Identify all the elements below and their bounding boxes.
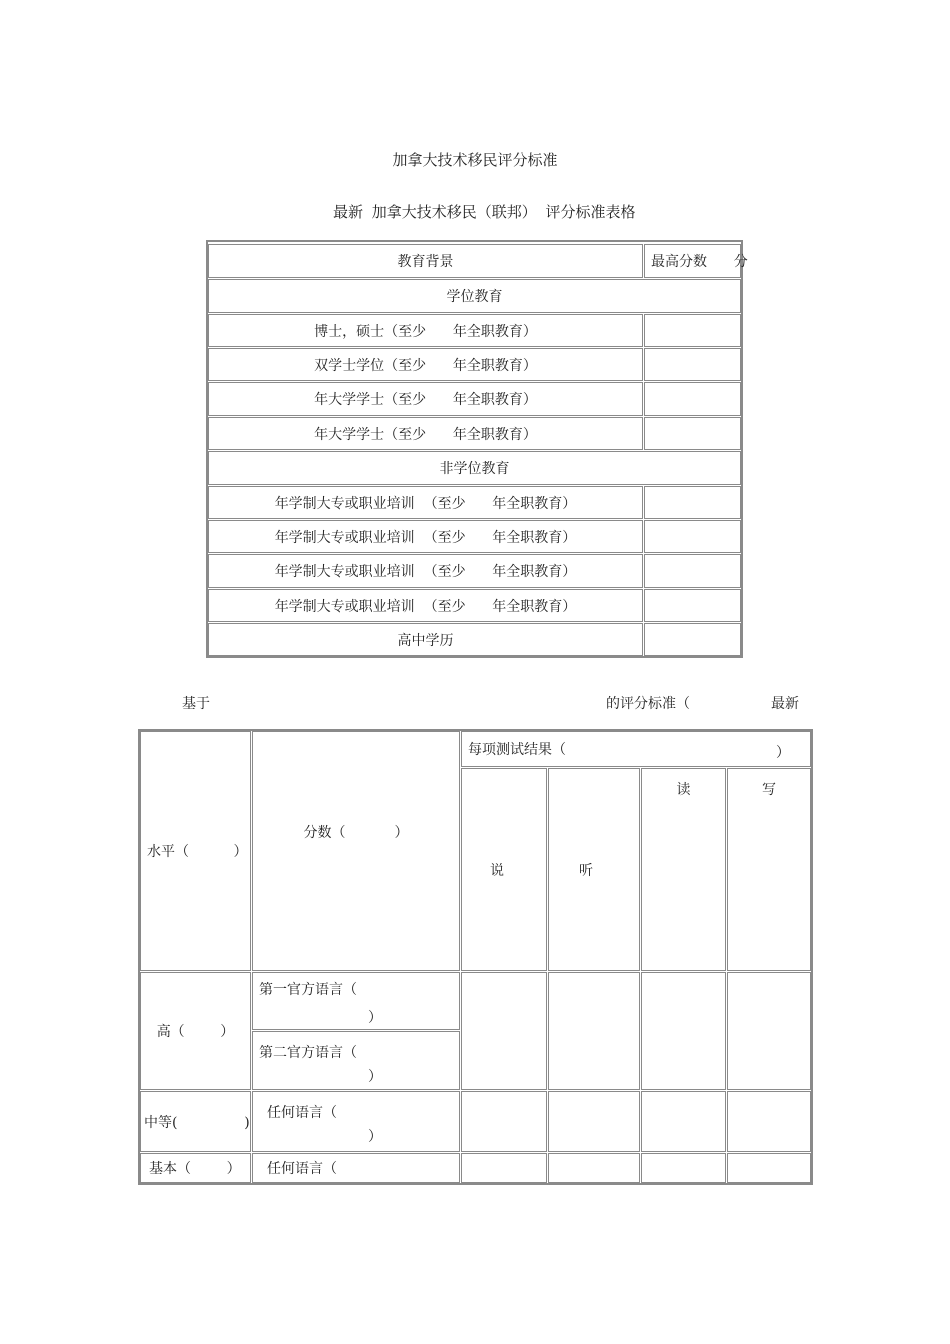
max-score-label: 最高分数 分: [651, 254, 748, 270]
score-header-label: 分数（ ）: [303, 825, 409, 841]
score-cell: [461, 1153, 547, 1183]
score-cell: [644, 554, 741, 588]
lang-intro-left: 基于: [182, 696, 210, 712]
row-label: 年大学学士（至少 年全职教育）: [314, 392, 537, 408]
education-table: [206, 240, 748, 658]
row-label: 年学制大专或职业培训 （至少 年全职教育）: [274, 564, 577, 580]
level-header-label: 水平（ ）: [147, 844, 248, 860]
score-cell: [644, 520, 741, 553]
table-row: [208, 314, 643, 347]
any-language-close: ）: [368, 1129, 382, 1145]
row-label: 年学制大专或职业培训 （至少 年全职教育）: [274, 529, 577, 546]
speak-header-cell: [461, 768, 547, 971]
document-subtitle: 最新 加拿大技术移民（联邦） 评分标准表格: [333, 203, 636, 221]
write-header-cell: [727, 768, 811, 971]
table-row: [208, 554, 643, 588]
score-cell: [727, 972, 811, 1090]
score-cell: [644, 623, 741, 656]
high-level-cell: [140, 972, 251, 1090]
language-table: [138, 729, 813, 1185]
score-cell: [727, 1153, 811, 1183]
max-score-header-cell: [644, 244, 748, 278]
table-row: [208, 589, 643, 622]
score-cell: [644, 314, 741, 347]
second-language-cell: [252, 1031, 460, 1090]
nondegree-section-label: 非学位教育: [439, 461, 510, 477]
any-language-cell: [252, 1091, 460, 1152]
row-label: 年学制大专或职业培训 （至少 年全职教育）: [274, 495, 577, 512]
result-header-label: 每项测试结果（: [468, 742, 566, 758]
medium-level-cell: [140, 1091, 251, 1152]
row-label: 双学士学位（至少 年全职教育）: [314, 357, 537, 374]
any-language-label: 任何语言（: [267, 1105, 337, 1121]
basic-level-cell: [140, 1153, 251, 1183]
medium-level-label: 中等( ): [144, 1114, 250, 1131]
second-language-label: 第二官方语言（: [259, 1045, 357, 1061]
score-cell: [548, 1153, 640, 1183]
first-language-cell: [252, 972, 460, 1030]
second-language-close: ）: [368, 1069, 382, 1085]
table-row: [208, 417, 643, 450]
score-cell: [644, 589, 741, 622]
listen-header-cell: [548, 768, 640, 971]
basic-level-label: 基本（ ）: [149, 1161, 241, 1177]
score-header-cell: [252, 731, 460, 971]
listen-label: 听: [579, 862, 593, 879]
score-cell: [461, 972, 547, 1090]
row-label: 博士，硕士（至少 年全职教育）: [314, 323, 537, 340]
any-language-cell-basic: [252, 1153, 460, 1183]
score-cell: [461, 1091, 547, 1152]
result-header-cell: [461, 731, 811, 767]
write-label: 写: [762, 782, 776, 798]
row-label: 高中学历: [397, 632, 454, 649]
score-cell: [548, 972, 640, 1090]
score-cell: [644, 348, 741, 381]
row-label: 年大学学士（至少 年全职教育）: [314, 426, 537, 443]
table-row: [208, 520, 643, 553]
score-cell: [641, 972, 726, 1090]
score-cell: [644, 382, 741, 416]
high-level-label: 高（ ）: [156, 1024, 235, 1040]
score-cell: [548, 1091, 640, 1152]
table-row: [208, 382, 643, 416]
level-header-cell: [140, 731, 251, 971]
score-cell: [641, 1091, 726, 1152]
row-label: 年学制大专或职业培训 （至少 年全职教育）: [274, 598, 577, 615]
speak-label: 说: [490, 862, 504, 879]
education-header-cell: [208, 244, 643, 278]
document-title: 加拿大技术移民评分标准: [392, 151, 558, 169]
score-cell: [641, 1153, 726, 1183]
result-header-close: ）: [776, 745, 790, 761]
score-cell: [644, 486, 741, 519]
degree-section-label: 学位教育: [446, 289, 503, 305]
first-language-label: 第一官方语言（: [259, 982, 357, 998]
first-language-close: ）: [368, 1010, 382, 1026]
read-header-cell: [641, 768, 726, 971]
score-cell: [727, 1091, 811, 1152]
table-row: [208, 348, 643, 381]
lang-intro-right: 最新: [771, 696, 799, 712]
education-header-label: 教育背景: [397, 254, 454, 270]
table-row: [208, 486, 643, 519]
degree-section-row: [208, 279, 741, 313]
read-label: 读: [676, 782, 691, 798]
score-cell: [644, 417, 741, 450]
lang-intro-middle: 的评分标准（: [606, 696, 690, 712]
table-row: [208, 623, 643, 656]
any-language-label: 任何语言（: [267, 1161, 337, 1177]
nondegree-section-row: [208, 451, 741, 485]
